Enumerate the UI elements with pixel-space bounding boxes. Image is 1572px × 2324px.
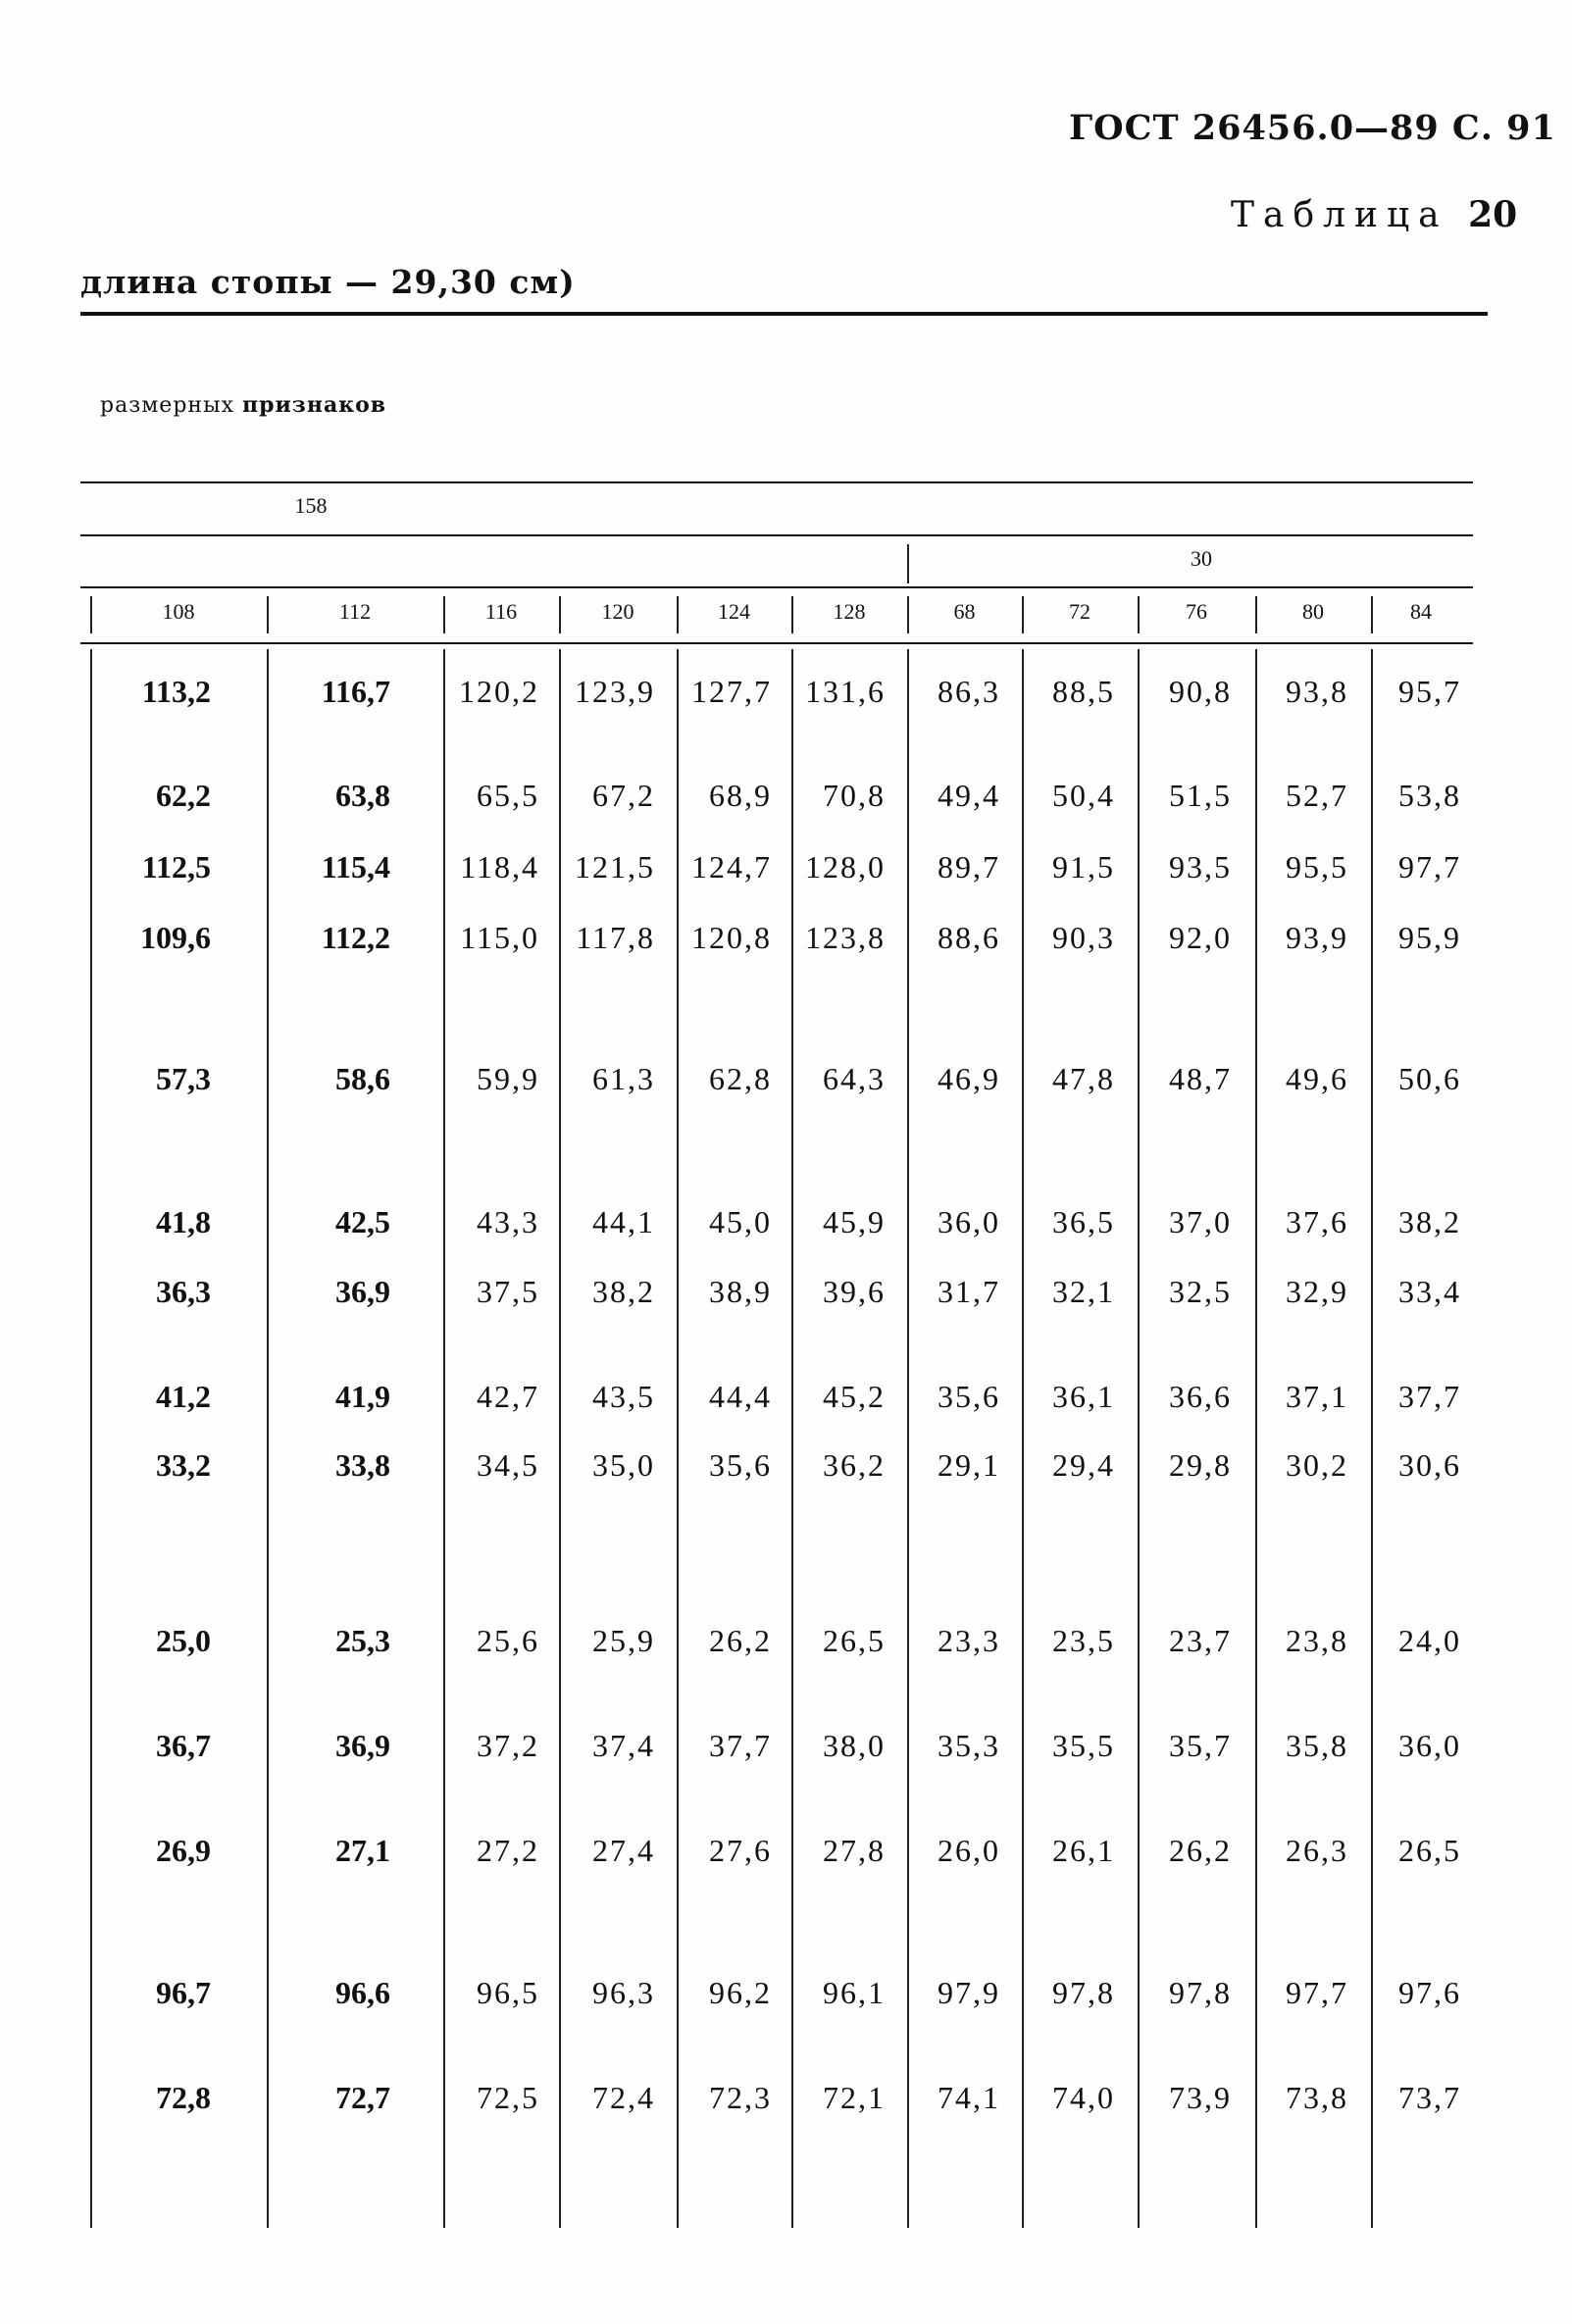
features-caption (100, 392, 386, 418)
table-cell: 67,2 (592, 778, 655, 813)
table-cell: 88,6 (938, 920, 1000, 955)
header-column-divider (1022, 596, 1024, 633)
table-cell: 123,9 (575, 674, 655, 709)
table-cell: 39,6 (823, 1274, 886, 1309)
table-cell: 33,8 (335, 1447, 390, 1483)
table-cell: 47,8 (1052, 1061, 1115, 1096)
table-cell: 65,5 (477, 778, 539, 813)
table-cell: 72,8 (156, 2080, 211, 2115)
table-cell: 95,9 (1398, 920, 1461, 955)
table-cell: 26,0 (938, 1833, 1000, 1868)
table-cell: 97,7 (1398, 849, 1461, 884)
table-cell: 27,8 (823, 1833, 886, 1868)
table-cell: 23,8 (1286, 1623, 1348, 1658)
table-cell: 37,6 (1286, 1204, 1348, 1239)
table-cell: 112,2 (321, 920, 390, 955)
table-cell: 24,0 (1398, 1623, 1461, 1658)
table-cell: 72,7 (335, 2080, 390, 2115)
table-cell: 61,3 (592, 1061, 655, 1096)
table-cell: 95,7 (1398, 674, 1461, 709)
table-cell: 44,4 (709, 1379, 772, 1414)
table-cell: 88,5 (1052, 674, 1115, 709)
header-bottom-rule (80, 642, 1473, 644)
table-cell: 38,9 (709, 1274, 772, 1309)
body-column-divider (267, 649, 269, 2228)
table-cell: 44,1 (592, 1204, 655, 1239)
column-header: 108 (162, 599, 195, 624)
table-cell: 72,1 (823, 2080, 886, 2115)
table-cell: 93,5 (1169, 849, 1232, 884)
table-cell: 90,3 (1052, 920, 1115, 955)
table-cell: 45,2 (823, 1379, 886, 1414)
table-cell: 92,0 (1169, 920, 1232, 955)
table-cell: 96,7 (156, 1975, 211, 2010)
table-cell: 25,3 (335, 1623, 390, 1658)
standard-reference: ГОСТ 26456.0—89 С. 91 (1069, 108, 1556, 148)
table-cell: 26,2 (1169, 1833, 1232, 1868)
header-column-divider (90, 596, 92, 633)
table-cell: 120,2 (459, 674, 539, 709)
table-cell: 32,9 (1286, 1274, 1348, 1309)
header-column-divider (443, 596, 445, 633)
header-column-divider (1138, 596, 1140, 633)
table-cell: 48,7 (1169, 1061, 1232, 1096)
table-cell: 73,8 (1286, 2080, 1348, 2115)
group-divider (907, 544, 909, 583)
table-cell: 38,2 (1398, 1204, 1461, 1239)
table-cell: 74,0 (1052, 2080, 1115, 2115)
header-column-divider (677, 596, 679, 633)
table-cell: 23,5 (1052, 1623, 1115, 1658)
table-cell: 37,2 (477, 1728, 539, 1763)
table-top-rule (80, 481, 1473, 483)
table-cell: 51,5 (1169, 778, 1232, 813)
table-cell: 33,4 (1398, 1274, 1461, 1309)
table-cell: 35,0 (592, 1447, 655, 1483)
table-cell: 27,2 (477, 1833, 539, 1868)
column-header: 72 (1069, 599, 1090, 624)
table-cell: 112,5 (141, 849, 211, 884)
table-cell: 42,7 (477, 1379, 539, 1414)
table-cell: 118,4 (460, 849, 539, 884)
table-cell: 36,0 (1398, 1728, 1461, 1763)
table-cell: 93,9 (1286, 920, 1348, 955)
table-cell: 59,9 (477, 1061, 539, 1096)
table-cell: 70,8 (823, 778, 886, 813)
column-header: 112 (338, 599, 372, 624)
table-cell: 123,8 (805, 920, 886, 955)
table-cell: 128,0 (805, 849, 886, 884)
table-cell: 73,9 (1169, 2080, 1232, 2115)
table-cell: 50,4 (1052, 778, 1115, 813)
header-column-divider (1371, 596, 1373, 633)
table-cell: 53,8 (1398, 778, 1461, 813)
table-cell: 36,6 (1169, 1379, 1232, 1414)
features-word: признаков (242, 392, 387, 418)
table-cell: 35,8 (1286, 1728, 1348, 1763)
table-cell: 34,5 (477, 1447, 539, 1483)
table-number: 20 (1468, 194, 1518, 235)
table-cell: 36,9 (335, 1728, 390, 1763)
table-cell: 36,2 (823, 1447, 886, 1483)
header-column-divider (267, 596, 269, 633)
table-cell: 36,9 (335, 1274, 390, 1309)
table-cell: 25,6 (477, 1623, 539, 1658)
column-header: 116 (484, 599, 518, 624)
table-cell: 31,7 (938, 1274, 1000, 1309)
table-cell: 26,9 (156, 1833, 211, 1868)
table-cell: 27,1 (335, 1833, 390, 1868)
table-cell: 115,4 (321, 849, 390, 884)
table-cell: 97,8 (1052, 1975, 1115, 2010)
table-cell: 74,1 (938, 2080, 1000, 2115)
table-cell: 49,4 (938, 778, 1000, 813)
header-column-divider (791, 596, 793, 633)
header-column-divider (559, 596, 561, 633)
body-column-divider (90, 649, 92, 2228)
table-cell: 97,6 (1398, 1975, 1461, 2010)
table-cell: 49,6 (1286, 1061, 1348, 1096)
table-cell: 30,2 (1286, 1447, 1348, 1483)
table-cell: 96,5 (477, 1975, 539, 2010)
table-cell: 72,5 (477, 2080, 539, 2115)
table-cell: 33,2 (156, 1447, 211, 1483)
table-cell: 96,1 (823, 1975, 886, 2010)
table-cell: 96,3 (592, 1975, 655, 2010)
features-prefix: размерных (100, 393, 234, 418)
table-cell: 97,8 (1169, 1975, 1232, 2010)
table-cell: 96,6 (335, 1975, 390, 2010)
header-column-divider (907, 596, 909, 633)
table-cell: 26,2 (709, 1623, 772, 1658)
table-cell: 26,5 (823, 1623, 886, 1658)
table-cell: 36,0 (938, 1204, 1000, 1239)
table-cell: 43,3 (477, 1204, 539, 1239)
column-header: 84 (1410, 599, 1432, 624)
table-cell: 38,2 (592, 1274, 655, 1309)
table-word: Таблица (1231, 195, 1448, 235)
table-cell: 26,5 (1398, 1833, 1461, 1868)
table-cell: 64,3 (823, 1061, 886, 1096)
table-cell: 124,7 (691, 849, 772, 884)
table-cell: 45,0 (709, 1204, 772, 1239)
table-cell: 37,0 (1169, 1204, 1232, 1239)
table-cell: 27,4 (592, 1833, 655, 1868)
column-header: 76 (1186, 599, 1207, 624)
table-cell: 72,3 (709, 2080, 772, 2115)
table-cell: 86,3 (938, 674, 1000, 709)
table-cell: 41,8 (156, 1204, 211, 1239)
table-cell: 43,5 (592, 1379, 655, 1414)
table-cell: 35,6 (938, 1379, 1000, 1414)
group-header-30: 30 (1191, 546, 1212, 571)
foot-length-caption: длина стопы — 29,30 см) (80, 263, 576, 301)
table-cell: 95,5 (1286, 849, 1348, 884)
column-header: 68 (953, 599, 976, 624)
table-cell: 26,3 (1286, 1833, 1348, 1868)
table-cell: 42,5 (335, 1204, 390, 1239)
table-cell: 25,9 (592, 1623, 655, 1658)
table-cell: 115,0 (460, 920, 539, 955)
table-cell: 30,6 (1398, 1447, 1461, 1483)
table-cell: 117,8 (576, 920, 655, 955)
table-cell: 25,0 (156, 1623, 211, 1658)
group-rule-2 (80, 586, 1473, 588)
table-cell: 32,5 (1169, 1274, 1232, 1309)
table-cell: 36,1 (1052, 1379, 1115, 1414)
table-cell: 29,8 (1169, 1447, 1232, 1483)
table-cell: 36,5 (1052, 1204, 1115, 1239)
column-header: 80 (1302, 599, 1324, 624)
table-cell: 72,4 (592, 2080, 655, 2115)
table-cell: 93,8 (1286, 674, 1348, 709)
table-cell: 37,7 (1398, 1379, 1461, 1414)
table-cell: 91,5 (1052, 849, 1115, 884)
table-cell: 36,7 (156, 1728, 211, 1763)
group-header-158: 158 (294, 493, 328, 518)
table-cell: 37,5 (477, 1274, 539, 1309)
table-cell: 97,9 (938, 1975, 1000, 2010)
table-cell: 52,7 (1286, 778, 1348, 813)
table-cell: 89,7 (938, 849, 1000, 884)
table-cell: 41,9 (335, 1379, 390, 1414)
table-cell: 35,6 (709, 1447, 772, 1483)
table-cell: 120,8 (691, 920, 772, 955)
table-cell: 90,8 (1169, 674, 1232, 709)
table-cell: 27,6 (709, 1833, 772, 1868)
table-cell: 37,7 (709, 1728, 772, 1763)
table-cell: 121,5 (575, 849, 655, 884)
table-cell: 23,7 (1169, 1623, 1232, 1658)
table-cell: 96,2 (709, 1975, 772, 2010)
column-header: 120 (601, 599, 634, 624)
table-cell: 62,8 (709, 1061, 772, 1096)
table-cell: 37,1 (1286, 1379, 1348, 1414)
group-rule-1 (80, 534, 1473, 536)
table-cell: 131,6 (805, 674, 886, 709)
table-cell: 23,3 (938, 1623, 1000, 1658)
table-cell: 58,6 (335, 1061, 390, 1096)
table-cell: 35,3 (938, 1728, 1000, 1763)
table-label (1231, 194, 1517, 235)
table-cell: 73,7 (1398, 2080, 1461, 2115)
table-cell: 46,9 (938, 1061, 1000, 1096)
header-column-divider (1255, 596, 1257, 633)
table-cell: 109,6 (140, 920, 211, 955)
table-cell: 32,1 (1052, 1274, 1115, 1309)
table-cell: 41,2 (156, 1379, 211, 1414)
table-cell: 57,3 (156, 1061, 211, 1096)
table-cell: 68,9 (709, 778, 772, 813)
table-cell: 29,4 (1052, 1447, 1115, 1483)
table-cell: 116,7 (321, 674, 390, 709)
table-cell: 38,0 (823, 1728, 886, 1763)
table-cell: 26,1 (1052, 1833, 1115, 1868)
table-cell: 35,7 (1169, 1728, 1232, 1763)
table-cell: 62,2 (156, 778, 211, 813)
table-cell: 63,8 (335, 778, 390, 813)
table-cell: 127,7 (691, 674, 772, 709)
table-cell: 36,3 (156, 1274, 211, 1309)
caption-rule (80, 312, 1488, 316)
table-cell: 97,7 (1286, 1975, 1348, 2010)
table-cell: 37,4 (592, 1728, 655, 1763)
table-cell: 50,6 (1398, 1061, 1461, 1096)
table-cell: 113,2 (141, 674, 211, 709)
column-header: 128 (833, 599, 866, 624)
table-cell: 45,9 (823, 1204, 886, 1239)
table-cell: 35,5 (1052, 1728, 1115, 1763)
column-header: 124 (718, 599, 750, 624)
table-cell: 29,1 (938, 1447, 1000, 1483)
